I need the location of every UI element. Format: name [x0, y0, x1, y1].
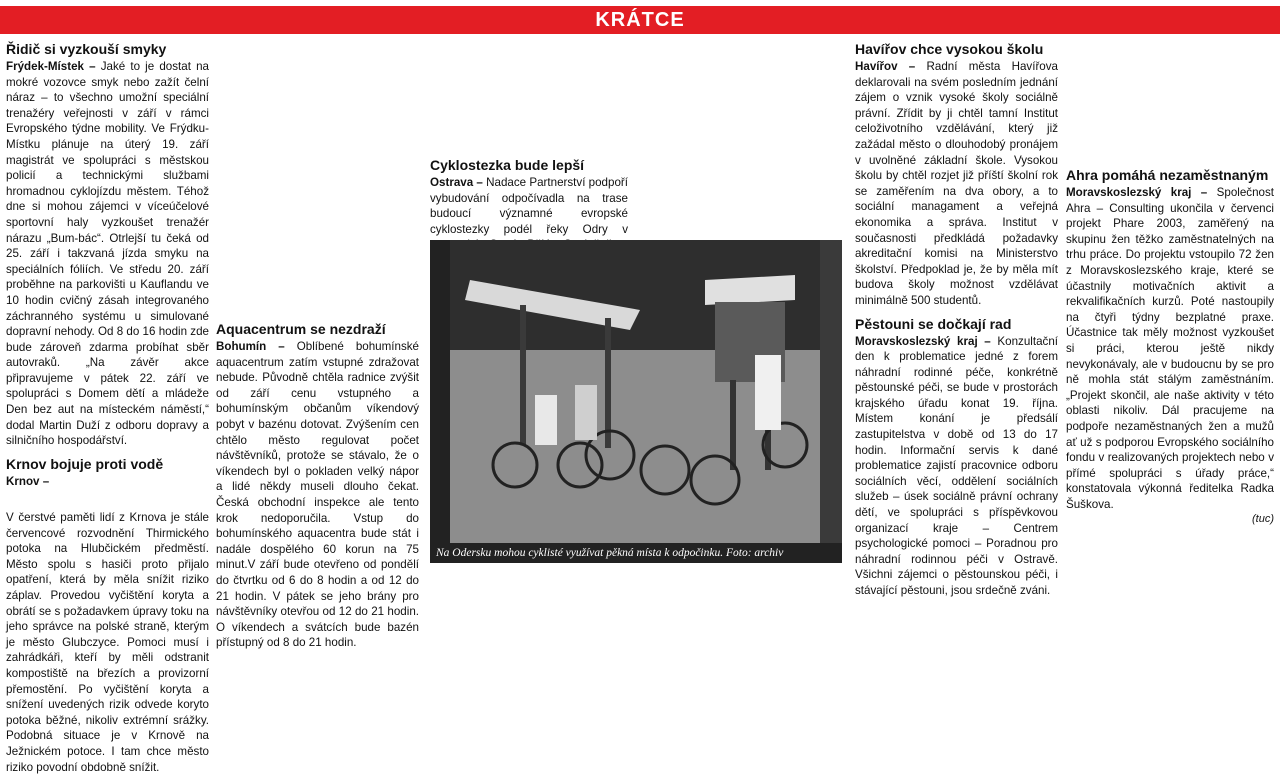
article-body-ahra — [1066, 185, 1274, 512]
article-text-pestouni: Konzultační den k problematice jedné z forem náhradní rodinné péče, konkrétně pěstounské péči, se bude v prostorách krajského úřadu konat 19. října. Místem konání je předsálí zastupitelstva v době od 13 do 17 hodin. Informační servis k dané problematice zajistí pracovnice odboru sociálních věcí, oddělení sociálních služeb – úsek sociálně právní ochrany dětí, ve spolupráci s příspěvkovou organizací kraje – Centrem psychologické pomoci – Poradnou pro náhradní rodinnou péči v Ostravě. Všichni zájemci o pěstounskou péči, i stávající pěstouni, jsou srdečně zváni. — [855, 334, 1058, 597]
article-body-havirov — [855, 59, 1058, 309]
article-location-cyklostezka: Ostrava – — [430, 176, 483, 189]
article-location-ahra: Moravskoslezský kraj – — [1066, 186, 1208, 199]
article-text-havirov: Radní města Havířova deklarovali na svém posledním jednání zájem o vznik vysoké školy sociálně právní. Zřídit by ji chtěl tamní Institut celoživotního vzdělávání, který již zažádal město o dlouhodobý pronájem v uvolněné základní škole. Vysokou školu by chtěl rozjet již příští školní rok se zaměřením na dva obory, a to sociální managament a veřejná ekonomika a správa. Institut v současnosti předkládá požadavky akreditační komisi na Ministerstvo školství. Předpoklad je, že by měla mít budova školy možnost vzdělávat minimálně 500 studentů. — [855, 60, 1058, 307]
article-body-aquacentrum — [216, 339, 419, 651]
article-title-ridic: Řidič si vyzkouší smyky — [6, 41, 167, 57]
article-body-pestouni — [855, 334, 1058, 599]
cyclist-2 — [575, 385, 597, 440]
column-2b — [216, 38, 419, 650]
article-body-ridic — [6, 59, 209, 449]
article-title-aquacentrum: Aquacentrum se nezdraží — [216, 321, 386, 337]
info-board-roof — [705, 275, 795, 305]
cyclist-3 — [755, 355, 781, 430]
article-location-krnov: Krnov – — [6, 474, 50, 488]
article-location-havirov: Havířov – — [855, 60, 916, 73]
column-6 — [1066, 38, 1274, 583]
article-location-ridic: Frýdek-Místek – — [6, 60, 96, 73]
article-text-aquacentrum: Oblíbené bohumínské aquacentrum zatím vstupné zdražovat nebude. Původně chtěla radnice zvýšit od září cenu vstupného a bohumínským občanům víkendový pobyt v bazénu dotovat. Zvýšením cen chtělo město regulovat počet návštěvníků, protože se stávalo, že o víkendech byl o pokladen velký nápor a lidé někdy museli dlouho čekat. Česká obchodní inspekce ale tento krok nedoporučila. Vstup do bohumínského aquacentra bude stát i nadále dospělého 60 korun na 75 minut.V září bude otevřeno od pondělí do čtvrtku od 6 do 8 hodin a od 12 do 21 hodin. V pátek se jeho brány pro návštěvníky otevřou od 12 do 21 hodin. O víkendech a svátcích bude bazén přístupný od 8 do 21 hodin. — [216, 340, 419, 650]
article-location-pestouni: Moravskoslezský kraj – — [855, 334, 991, 348]
photo-caption: Na Odersku mohou cyklisté využívat pěkná místa k odpočinku. Foto: archiv — [430, 543, 842, 563]
photo-cyclists-rest-area — [430, 240, 842, 563]
article-body-krnov-start — [6, 474, 209, 490]
article-title-pestouni: Pěstouni se dočkají rad — [855, 315, 1012, 332]
article-title-havirov: Havířov chce vysokou školu — [855, 41, 1044, 57]
article-text-krnov: V čerstvé paměti lidí z Krnova je stále červencové rozvodnění Thirmického potoka na Hlubčickém předměstí. Město spolu s hasiči proto přijalo opatření, která by měla snížit riziko záplav. Provedou vyčištění koryta a obrátí se s požadavkem úpravy toku na jeho správce na polské straně, kterým je město Glubczyce. Pomoci musí i zahrádkáři, kteří by měli odstranit kompostiště na březích a provizorní přemostění. Po vyčištění koryta a snížení uvedených rizik odvede koryto potoka běžné, nikoliv extrémní srážky. Podobná situace je v Krnově na Ježnickém potoce. I tam chce město riziko povodní obdobně snížit. — [6, 511, 209, 774]
article-title-krnov: Krnov bojuje proti vodě — [6, 455, 164, 472]
cyclist-1 — [535, 395, 557, 445]
column-4 — [640, 38, 843, 233]
article-title-ahra: Ahra pomáhá nezaměstnaným — [1066, 167, 1269, 183]
section-banner — [0, 6, 1280, 34]
column-5 — [855, 38, 1058, 597]
section-title: KRÁTCE — [595, 8, 685, 31]
column-1 — [6, 38, 209, 583]
column-2 — [6, 510, 209, 774]
photo-illustration — [430, 240, 842, 563]
article-text-ridic: Jaké to je dostat na mokré vozovce smyk nebo zažít čelní náraz – to všechno umožní speciální trenažéry veřejnosti v září v rámci Evropského týdne mobility. Ve Frýdku-Místku plánuje na úterý 19. září magistrát ve spolupráci s městskou policií a technickými službami hromadnou cyklojízdu městem. Téhož dne si mohou zájemci v víceúčelové sportovní haly vyzkoušet trenažér nárazu „Bum-bác“. Otrlejší tu čeká od 25. září i takzvaná jízda smyku na speciálních fóliích. Ve středu 20. září proběhne na parkovišti u Kauflandu ve 10 hodin cvičný zásah integrovaného záchranného systému u simulované dopravní nehody. Od 8 do 16 hodin zde bude zároveň zdarma probíhat sběr autovraků. „Na závěr akce připravujeme v pátek 22. září ve spolupráci s Domem dětí a mládeže Den bez aut na místeckém náměstí,“ dodal Martin Duží z odboru dopravy a silničního hospodářství. — [6, 60, 209, 448]
article-location-aquacentrum: Bohumín – — [216, 340, 285, 353]
article-text-ahra: Společnost Ahra – Consulting ukončila v červenci projekt Phare 2003, zaměřený na skupinu žen těžko zaměstnatelných na trhu práce. Do projektu vstoupilo 72 žen z Moravskoslezského kraje, které se účastnily motivačních aktivit a rekvalifikačních kurzů. Poté nastoupily na čtyři týdny bezplatné praxe. Účastnice tak měly možnost vyzkoušet si práci, kterou ještě nikdy nevykonávaly, ale v budoucnu by se pro ně mohla stát stálým zaměstnáním. „Projekt skončil, ale naše aktivity v této oblasti nikoliv. Dál pracujeme na podpoře nezaměstnaných žen a mužů ať už s podporou Evropského sociálního fondu v realizovaných projektech nebo v přímé spolupráci s úřady práce,“ konstatovala výkonná ředitelka Radka Šuškova. — [1066, 186, 1275, 511]
column-3 — [430, 38, 628, 238]
article-signature: (tuc) — [1252, 513, 1274, 526]
article-title-cyklostezka: Cyklostezka bude lepší — [430, 157, 585, 173]
article-text-cyklostezka: Nadace Partnerství podpoří vybudování odpočívadla na trase budoucí významné evropské cyklostezky podél řeky Odry v — [430, 176, 628, 236]
